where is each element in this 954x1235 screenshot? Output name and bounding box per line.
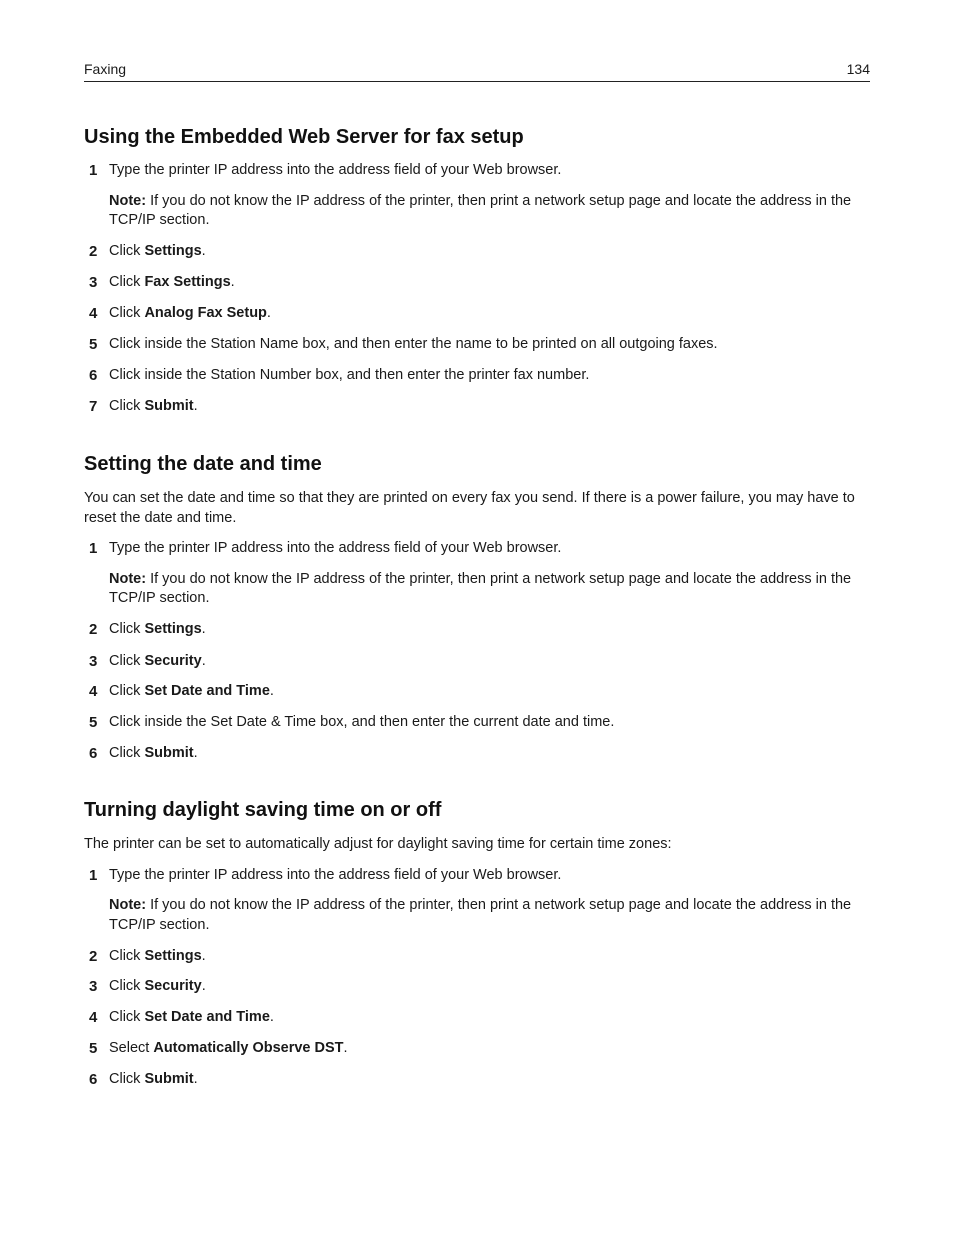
step-number: 1 bbox=[89, 866, 98, 884]
ui-element-name: Security bbox=[144, 653, 202, 669]
step-text: Click bbox=[109, 1070, 145, 1087]
step-text: Click bbox=[109, 653, 145, 669]
step-text-end: . bbox=[343, 1039, 348, 1056]
step-text: Click bbox=[109, 621, 145, 637]
section-date-time bbox=[84, 451, 870, 764]
step-number: 4 bbox=[89, 305, 98, 322]
list-item bbox=[84, 866, 870, 936]
list-item bbox=[84, 1070, 870, 1090]
list-item bbox=[84, 947, 870, 967]
step-text-end: . bbox=[201, 243, 206, 259]
list-item bbox=[84, 620, 870, 640]
ui-element-name: Settings bbox=[144, 947, 202, 964]
step-number: 2 bbox=[89, 243, 98, 260]
step-text-end: . bbox=[193, 745, 198, 761]
step-note bbox=[109, 896, 870, 935]
list-item bbox=[84, 397, 870, 417]
ui-element-name: Set Date and Time bbox=[144, 1008, 270, 1025]
step-text-end: . bbox=[201, 653, 206, 669]
step-number: 4 bbox=[89, 683, 98, 700]
step-text: Click bbox=[109, 274, 145, 290]
note-label: Note: bbox=[109, 192, 147, 209]
page-header bbox=[84, 60, 870, 82]
step-number: 4 bbox=[89, 1008, 98, 1026]
step-number: 6 bbox=[89, 1070, 98, 1088]
step-text-end: . bbox=[269, 683, 274, 699]
ui-element-name: Set Date and Time bbox=[144, 683, 270, 699]
list-item bbox=[84, 161, 870, 231]
step-list bbox=[84, 539, 870, 764]
step-text: Type the printer IP address into the address field of your Web browser. bbox=[109, 866, 562, 883]
step-number: 1 bbox=[89, 540, 98, 557]
list-item bbox=[84, 273, 870, 293]
step-list bbox=[84, 866, 870, 1090]
step-text-end: . bbox=[201, 947, 206, 964]
step-number: 5 bbox=[89, 714, 98, 731]
section-heading: Using the Embedded Web Server for fax setup bbox=[84, 126, 524, 148]
ui-element-name: Submit bbox=[144, 398, 194, 414]
step-number: 5 bbox=[89, 336, 98, 353]
list-item bbox=[84, 977, 870, 997]
ui-element-name: Settings bbox=[144, 243, 202, 259]
step-text: Type the printer IP address into the address field of your Web browser. bbox=[109, 162, 562, 178]
step-text-end: . bbox=[201, 977, 206, 994]
ui-element-name: Settings bbox=[144, 621, 202, 637]
step-note bbox=[109, 570, 870, 609]
step-number: 1 bbox=[89, 162, 98, 179]
ui-element-name: Submit bbox=[144, 745, 194, 761]
section-heading: Turning daylight saving time on or off bbox=[84, 799, 442, 821]
step-text: Type the printer IP address into the address field of your Web browser. bbox=[109, 540, 562, 556]
section-intro: You can set the date and time so that they are printed on every fax you send. If there is a power failure, you may have to reset the date and time. bbox=[84, 490, 855, 526]
list-item bbox=[84, 652, 870, 672]
note-text: If you do not know the IP address of the printer, then print a network setup page and locate the address in the TCP/IP section. bbox=[109, 570, 852, 606]
page-number: 134 bbox=[846, 61, 870, 77]
step-text: Click bbox=[109, 1008, 145, 1025]
step-text: Click bbox=[109, 305, 145, 321]
note-text: If you do not know the IP address of the printer, then print a network setup page and locate the address in the TCP/IP section. bbox=[109, 192, 852, 228]
section-intro: The printer can be set to automatically adjust for daylight saving time for certain time zones: bbox=[84, 836, 672, 852]
step-number: 2 bbox=[89, 621, 98, 638]
note-text: If you do not know the IP address of the printer, then print a network setup page and locate the address in the TCP/IP section. bbox=[109, 897, 852, 933]
step-text: Click bbox=[109, 977, 145, 994]
section-ews-fax-setup bbox=[84, 124, 870, 417]
list-item bbox=[84, 366, 870, 386]
list-item bbox=[84, 682, 870, 702]
step-number: 2 bbox=[89, 947, 98, 965]
step-text-end: . bbox=[193, 398, 198, 414]
step-text: Click inside the Station Number box, and then enter the printer fax number. bbox=[109, 367, 590, 383]
list-item bbox=[84, 304, 870, 324]
ui-element-name: Analog Fax Setup bbox=[144, 305, 267, 321]
step-text-end: . bbox=[266, 305, 271, 321]
step-text: Click bbox=[109, 947, 145, 964]
step-text-end: . bbox=[201, 621, 206, 637]
step-text: Select bbox=[109, 1039, 154, 1056]
step-note bbox=[109, 192, 870, 231]
step-text: Click inside the Set Date & Time box, and then enter the current date and time. bbox=[109, 714, 615, 730]
step-text: Click inside the Station Name box, and then enter the name to be printed on all outgoing faxes. bbox=[109, 336, 718, 352]
step-number: 3 bbox=[89, 977, 98, 995]
list-item bbox=[84, 335, 870, 355]
ui-element-name: Security bbox=[144, 977, 202, 994]
step-number: 3 bbox=[89, 653, 98, 670]
step-text: Click bbox=[109, 398, 145, 414]
ui-element-name: Submit bbox=[144, 1070, 194, 1087]
list-item bbox=[84, 713, 870, 733]
ui-element-name: Automatically Observe DST bbox=[153, 1039, 344, 1056]
section-daylight-saving bbox=[84, 797, 870, 1089]
step-number: 7 bbox=[89, 398, 98, 415]
note-label: Note: bbox=[109, 570, 147, 587]
list-item bbox=[84, 242, 870, 262]
step-text-end: . bbox=[230, 274, 235, 290]
step-number: 6 bbox=[89, 745, 98, 762]
step-number: 3 bbox=[89, 274, 98, 291]
step-list bbox=[84, 161, 870, 417]
step-number: 6 bbox=[89, 367, 98, 384]
step-text: Click bbox=[109, 243, 145, 259]
note-label: Note: bbox=[109, 897, 147, 913]
step-text-end: . bbox=[269, 1008, 274, 1025]
ui-element-name: Fax Settings bbox=[144, 274, 231, 290]
list-item bbox=[84, 1008, 870, 1028]
step-number: 5 bbox=[89, 1039, 98, 1057]
step-text-end: . bbox=[193, 1070, 198, 1087]
list-item bbox=[84, 744, 870, 764]
step-text: Click bbox=[109, 683, 145, 699]
step-text: Click bbox=[109, 745, 145, 761]
header-section-title: Faxing bbox=[84, 61, 127, 77]
list-item bbox=[84, 539, 870, 609]
section-heading: Setting the date and time bbox=[84, 453, 322, 475]
list-item bbox=[84, 1039, 870, 1059]
